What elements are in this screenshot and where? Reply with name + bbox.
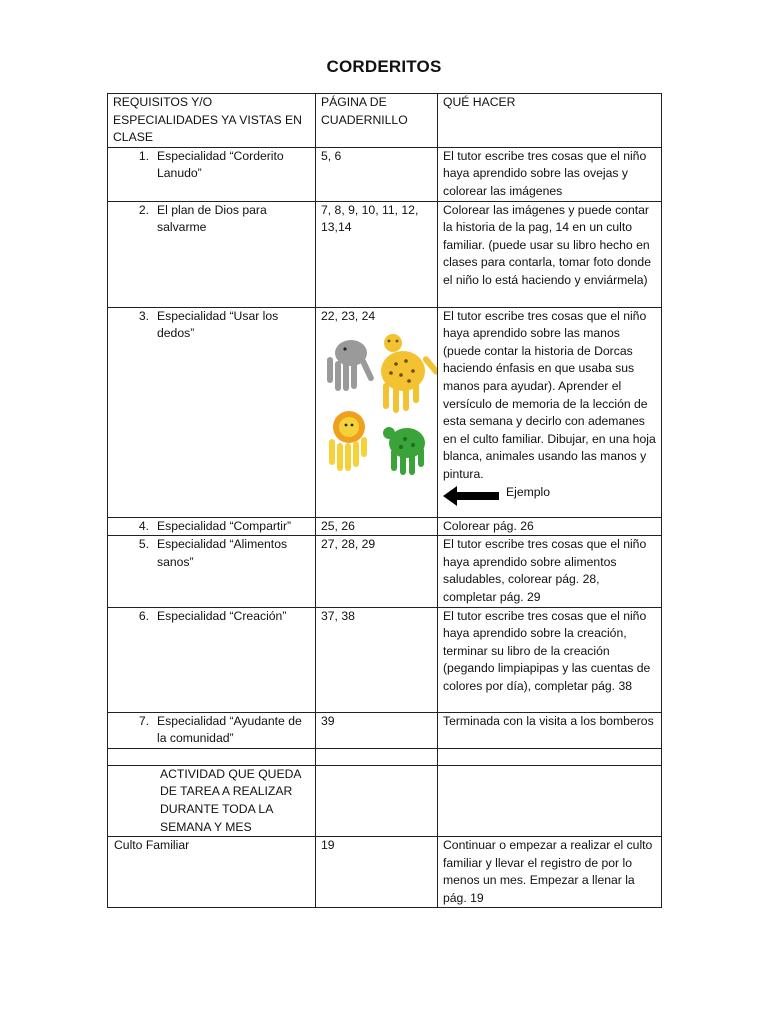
requirement-cell	[108, 201, 316, 307]
requirement-cell	[108, 712, 316, 748]
example-label: Ejemplo	[506, 484, 551, 499]
table-row	[108, 307, 662, 517]
empty-cell	[108, 748, 316, 765]
todo-cell: Terminada con la visita a los bomberos	[438, 712, 662, 748]
header-requisitos: REQUISITOS Y/O ESPECIALIDADES YA VISTAS EN CLASE	[108, 94, 316, 148]
table-row	[108, 201, 662, 307]
example-indicator	[443, 484, 656, 506]
activity-heading-row	[108, 765, 662, 836]
table-row	[108, 837, 662, 908]
handprint-animals-illustration	[321, 331, 438, 481]
todo-cell: El tutor escribe tres cosas que el niño haya aprendido sobre las ovejas y colorear las imágenes	[438, 147, 662, 201]
activity-heading: ACTIVIDAD QUE QUEDA DE TAREA A REALIZAR DURANTE TODA LA SEMANA Y MES	[108, 765, 316, 836]
item-number: 6.	[138, 608, 149, 623]
requirement-cell	[108, 536, 316, 607]
todo-cell: Colorear las imágenes y puede contar la historia de la pag, 14 en un culto familiar. (puede usar su libro hecho en clases para contarla, tomar foto donde el niño lo está haciendo y enviármela)	[438, 201, 662, 307]
todo-cell: Continuar o empezar a realizar el culto familiar y llevar el registro de por lo menos un mes. Empezar a llenar la pág. 19	[438, 837, 662, 908]
requirement-cell	[108, 607, 316, 712]
item-number: 2.	[138, 202, 149, 217]
todo-cell	[438, 307, 662, 517]
item-number: 4.	[138, 518, 149, 533]
empty-row	[108, 748, 662, 765]
todo-cell: El tutor escribe tres cosas que el niño haya aprendido sobre alimentos saludables, colorear pág. 28, completar pág. 29	[438, 536, 662, 607]
turtle-handprint-icon	[383, 427, 425, 475]
table-row	[108, 712, 662, 748]
requirement-text: Especialidad “Compartir”	[157, 518, 292, 533]
table-header-row	[108, 94, 662, 148]
pages-text: 22, 23, 24	[321, 308, 376, 323]
elephant-handprint-icon	[327, 340, 375, 391]
table-row	[108, 607, 662, 712]
left-arrow-icon	[443, 486, 499, 506]
page-title: CORDERITOS	[326, 57, 442, 76]
todo-cell: Colorear pág. 26	[438, 517, 662, 536]
item-number: 1.	[138, 148, 149, 163]
requirement-text: Especialidad “Usar los dedos”	[157, 308, 279, 341]
empty-cell	[316, 748, 438, 765]
item-number: 5.	[138, 537, 149, 552]
todo-text: El tutor escribe tres cosas que el niño haya aprendido sobre las manos (puede contar la historia de Dorcas haciendo énfasis en que usaba sus manos para ayudar). Aprender el versículo de memoria de la lección de esta semana y decirlo con ademanes en el culto familiar. Dibujar, en una hoja blanca, animales usando las manos y pintura.	[443, 308, 656, 481]
empty-cell	[438, 748, 662, 765]
cheetah-handprint-icon	[381, 334, 438, 413]
table-row	[108, 536, 662, 607]
table-row	[108, 147, 662, 201]
pages-cell: 5, 6	[316, 147, 438, 201]
requirement-text: Especialidad “Alimentos sanos”	[157, 537, 288, 569]
requirement-cell	[108, 147, 316, 201]
lion-handprint-icon	[329, 411, 367, 471]
pages-cell: 37, 38	[316, 607, 438, 712]
requirements-table	[107, 93, 662, 908]
pages-cell: 39	[316, 712, 438, 748]
requirement-text: El plan de Dios para salvarme	[157, 202, 267, 235]
pages-cell: 19	[316, 837, 438, 908]
requirement-text: Especialidad “Ayudante de la comunidad”	[157, 713, 302, 746]
header-pagina: PÁGINA DE CUADERNILLO	[316, 94, 438, 148]
pages-cell: 7, 8, 9, 10, 11, 12, 13,14	[316, 201, 438, 307]
requirement-cell	[108, 517, 316, 536]
todo-cell: El tutor escribe tres cosas que el niño haya aprendido sobre la creación, terminar su libro de la creación (pegando limpiapipas y las cuentas de colores por día), completar pág. 38	[438, 607, 662, 712]
pages-cell	[316, 307, 438, 517]
requirement-text: Especialidad “Corderito Lanudo”	[157, 148, 284, 181]
empty-cell	[438, 765, 662, 836]
table-row	[108, 517, 662, 536]
header-que-hacer: QUÉ HACER	[438, 94, 662, 148]
requirement-cell: Culto Familiar	[108, 837, 316, 908]
empty-cell	[316, 765, 438, 836]
requirement-cell	[108, 307, 316, 517]
item-number: 7.	[138, 713, 149, 728]
requirement-text: Especialidad “Creación”	[157, 608, 287, 623]
pages-cell: 27, 28, 29	[316, 536, 438, 607]
pages-cell: 25, 26	[316, 517, 438, 536]
item-number: 3.	[138, 308, 149, 323]
